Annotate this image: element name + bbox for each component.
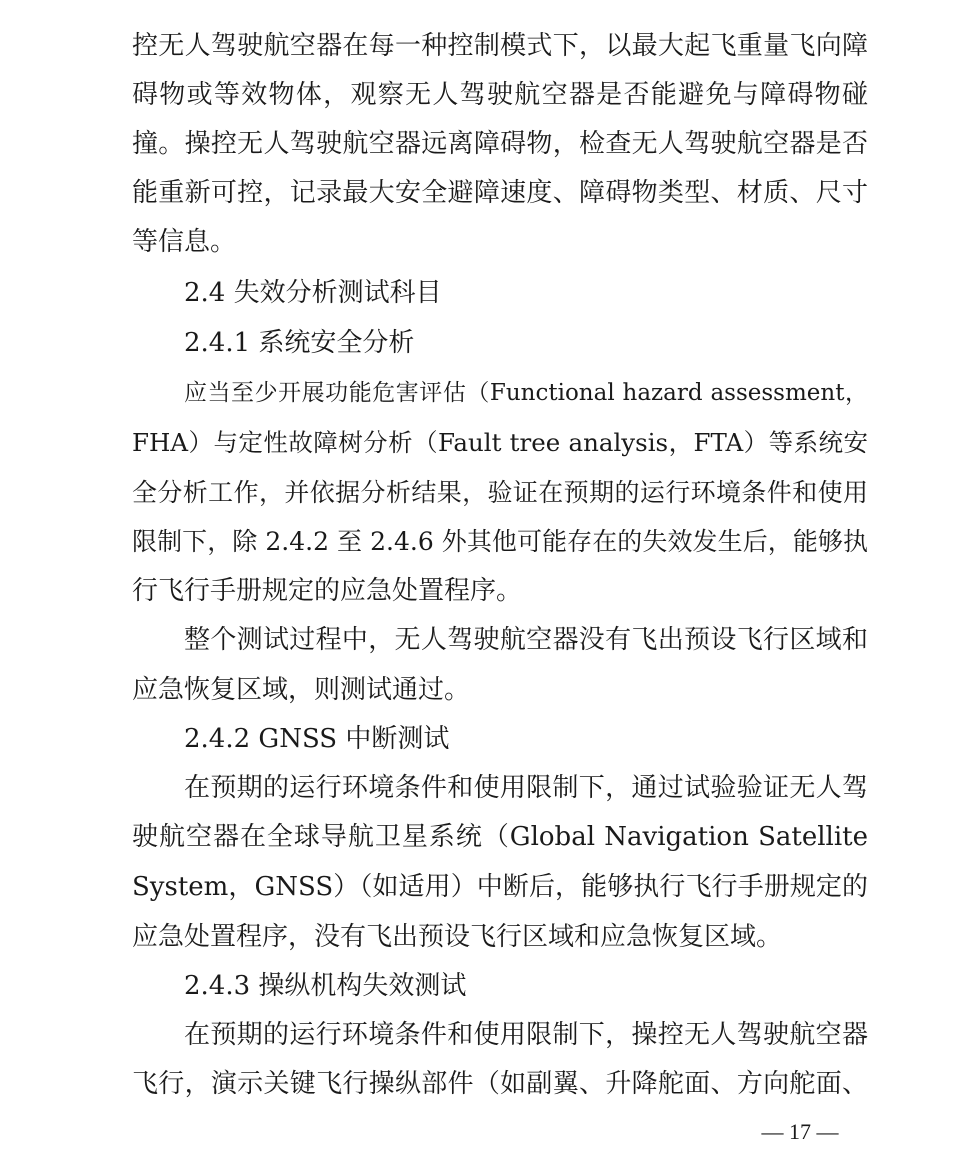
paragraph-line: 等信息。: [132, 227, 237, 257]
paragraph-line: 在预期的运行环境条件和使用限制下，操控无人驾驶航空器: [184, 1020, 868, 1050]
paragraph-line: 应当至少开展功能危害评估（Functional hazard assessment，: [184, 380, 868, 406]
section-heading-2-4-3: 2.4.3 操纵机构失效测试: [184, 971, 467, 1001]
section-heading-2-4-2: 2.4.2 GNSS 中断测试: [184, 724, 450, 754]
page-number: — 17 —: [761, 1119, 839, 1144]
paragraph-line: 在预期的运行环境条件和使用限制下，通过试验验证无人驾: [184, 773, 868, 803]
paragraph-line: 全分析工作，并依据分析结果，验证在预期的运行环境条件和使用: [132, 478, 868, 507]
paragraph-line: 碍物或等效物体，观察无人驾驶航空器是否能避免与障碍物碰: [132, 80, 868, 110]
paragraph-line: 驶航空器在全球导航卫星系统（Global Navigation Satellite: [132, 822, 868, 852]
paragraph-line: 限制下，除 2.4.2 至 2.4.6 外其他可能存在的失效发生后，能够执: [132, 527, 868, 556]
paragraph-line: 整个测试过程中，无人驾驶航空器没有飞出预设飞行区域和: [184, 625, 868, 655]
paragraph-line: 应急处置程序，没有飞出预设飞行区域和应急恢复区域。: [132, 922, 783, 952]
paragraph-line: 行飞行手册规定的应急处置程序。: [132, 576, 523, 606]
paragraph-line: 应急恢复区域，则测试通过。: [132, 675, 471, 705]
paragraph-line: System，GNSS）（如适用）中断后，能够执行飞行手册规定的: [132, 872, 868, 902]
paragraph-line: 能重新可控，记录最大安全避障速度、障碍物类型、材质、尺寸: [132, 178, 868, 208]
section-heading-2-4-1: 2.4.1 系统安全分析: [184, 328, 415, 358]
paragraph-line: 控无人驾驶航空器在每一种控制模式下，以最大起飞重量飞向障: [132, 31, 868, 61]
paragraph-line: 撞。操控无人驾驶航空器远离障碍物，检查无人驾驶航空器是否: [132, 129, 868, 159]
paragraph-line: FHA）与定性故障树分析（Fault tree analysis，FTA）等系统安: [132, 428, 868, 457]
paragraph-line: 飞行，演示关键飞行操纵部件（如副翼、升降舵面、方向舵面、: [132, 1069, 868, 1099]
section-heading-2-4: 2.4 失效分析测试科目: [184, 278, 442, 308]
